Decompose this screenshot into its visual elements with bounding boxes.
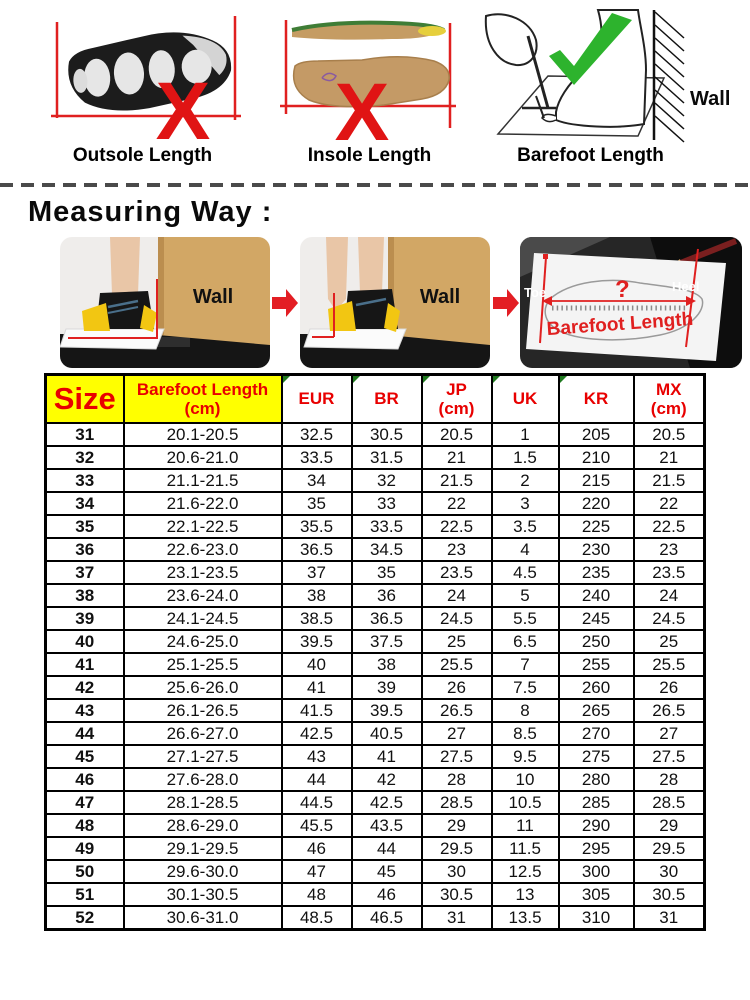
table-cell: 33.5 [352,515,422,538]
size-row-37 [46,561,705,584]
table-cell: 24.6-25.0 [124,630,282,653]
table-cell: 295 [559,837,634,860]
table-cell: 31 [634,906,705,930]
table-cell: 35 [352,561,422,584]
table-cell: 35 [282,492,352,515]
column-header-jp: JP (cm) [422,375,492,423]
table-cell: 48 [46,814,124,837]
table-cell: 36 [46,538,124,561]
table-cell: 265 [559,699,634,722]
table-cell: 23.5 [422,561,492,584]
insole-illustration [272,8,467,143]
table-cell: 30.1-30.5 [124,883,282,906]
table-cell: 29.5 [634,837,705,860]
green-corner-marker-icon [560,376,567,383]
table-cell: 28.5 [634,791,705,814]
table-cell: 39.5 [282,630,352,653]
table-cell: 23 [634,538,705,561]
size-row-35 [46,515,705,538]
table-cell: 43 [46,699,124,722]
table-cell: 235 [559,561,634,584]
table-cell: 7.5 [492,676,559,699]
table-cell: 33 [352,492,422,515]
table-cell: 7 [492,653,559,676]
table-cell: 28.5 [422,791,492,814]
table-cell: 305 [559,883,634,906]
table-cell: 21 [422,446,492,469]
table-cell: 22.5 [634,515,705,538]
table-cell: 230 [559,538,634,561]
table-cell: 36.5 [282,538,352,561]
size-row-51 [46,883,705,906]
table-cell: 46.5 [352,906,422,930]
table-cell: 22.5 [422,515,492,538]
table-cell: 8.5 [492,722,559,745]
size-row-46 [46,768,705,791]
length-type-illustrations [0,8,750,180]
table-cell: 1.5 [492,446,559,469]
table-cell: 3.5 [492,515,559,538]
table-cell: 22.6-23.0 [124,538,282,561]
column-header-size: Size [46,375,124,423]
paper-sheet [304,329,406,349]
table-cell: 29.5 [422,837,492,860]
table-cell: 27.5 [634,745,705,768]
size-row-33 [46,469,705,492]
table-cell: 27 [634,722,705,745]
table-cell: 25 [422,630,492,653]
table-cell: 44.5 [282,791,352,814]
table-cell: 6.5 [492,630,559,653]
table-cell: 11.5 [492,837,559,860]
table-cell: 32 [46,446,124,469]
table-cell: 290 [559,814,634,837]
table-cell: 20.6-21.0 [124,446,282,469]
table-cell: 35 [46,515,124,538]
table-cell: 38 [352,653,422,676]
table-cell: 48.5 [282,906,352,930]
table-cell: 29 [634,814,705,837]
table-cell: 26.5 [634,699,705,722]
table-cell: 2 [492,469,559,492]
table-cell: 31.5 [352,446,422,469]
table-cell: 47 [46,791,124,814]
table-cell: 23.5 [634,561,705,584]
table-cell: 255 [559,653,634,676]
table-cell: 41 [282,676,352,699]
size-row-36 [46,538,705,561]
table-cell: 45.5 [282,814,352,837]
table-cell: 240 [559,584,634,607]
table-cell: 34 [282,469,352,492]
table-cell: 44 [352,837,422,860]
table-cell: 46 [46,768,124,791]
table-cell: 8 [492,699,559,722]
table-cell: 285 [559,791,634,814]
table-cell: 25 [634,630,705,653]
size-row-50 [46,860,705,883]
table-cell: 4.5 [492,561,559,584]
insole-length-figure [272,8,467,167]
table-cell: 30 [634,860,705,883]
size-table-header-row [46,375,705,423]
size-row-41 [46,653,705,676]
table-cell: 310 [559,906,634,930]
table-cell: 25.5 [634,653,705,676]
table-cell: 32 [352,469,422,492]
table-cell: 42.5 [282,722,352,745]
table-cell: 29.1-29.5 [124,837,282,860]
table-cell: 13.5 [492,906,559,930]
table-cell: 46 [352,883,422,906]
size-row-34 [46,492,705,515]
table-cell: 21.1-21.5 [124,469,282,492]
green-corner-marker-icon [353,376,360,383]
table-cell: 45 [352,860,422,883]
table-cell: 40 [282,653,352,676]
table-cell: 26.1-26.5 [124,699,282,722]
size-row-40 [46,630,705,653]
table-cell: 300 [559,860,634,883]
measuring-photo-foot-against-wall [60,237,270,368]
table-cell: 24 [422,584,492,607]
size-table-body [46,423,705,930]
table-cell: 21.6-22.0 [124,492,282,515]
table-cell: 48 [282,883,352,906]
table-cell: 51 [46,883,124,906]
green-corner-marker-icon [283,376,290,383]
outsole-length-label: Outsole Length [72,145,213,166]
leg [110,237,140,295]
toe-label: Toe [524,285,547,300]
barefoot-illustration [478,8,746,143]
table-cell: 38 [46,584,124,607]
table-cell: 37.5 [352,630,422,653]
size-row-44 [46,722,705,745]
table-cell: 26.5 [422,699,492,722]
table-cell: 24.5 [634,607,705,630]
measuring-photos [60,237,744,368]
wall-label: Wall [690,88,731,110]
table-cell: 32.5 [282,423,352,446]
table-cell: 36 [352,584,422,607]
red-x-mark: X [334,67,390,143]
table-cell: 40 [46,630,124,653]
measuring-photo-traced-outline [520,237,742,368]
photo-3-graphic [520,237,742,368]
column-header-uk: UK [492,375,559,423]
table-cell: 26 [422,676,492,699]
size-row-43 [46,699,705,722]
table-cell: 35.5 [282,515,352,538]
size-row-47 [46,791,705,814]
table-cell: 10 [492,768,559,791]
table-cell: 10.5 [492,791,559,814]
table-cell: 34.5 [352,538,422,561]
wall-label: Wall [419,286,461,308]
table-cell: 22.1-22.5 [124,515,282,538]
table-cell: 41 [46,653,124,676]
table-cell: 22 [422,492,492,515]
table-cell: 44 [282,768,352,791]
wall-label: Wall [192,286,234,308]
green-corner-marker-icon [423,376,430,383]
table-cell: 44 [46,722,124,745]
table-cell: 46 [282,837,352,860]
size-row-42 [46,676,705,699]
table-cell: 215 [559,469,634,492]
table-cell: 39 [46,607,124,630]
table-cell: 23 [422,538,492,561]
table-cell: 275 [559,745,634,768]
table-cell: 39.5 [352,699,422,722]
table-cell: 22 [634,492,705,515]
table-cell: 29.6-30.0 [124,860,282,883]
table-cell: 33 [46,469,124,492]
table-cell: 250 [559,630,634,653]
table-cell: 30.6-31.0 [124,906,282,930]
table-cell: 31 [46,423,124,446]
size-conversion-table [44,373,706,931]
column-header-br: BR [352,375,422,423]
insole-side-view [292,23,446,40]
size-row-32 [46,446,705,469]
table-cell: 37 [282,561,352,584]
measuring-photo-marking-toe [300,237,490,368]
table-cell: 39 [352,676,422,699]
size-row-45 [46,745,705,768]
table-cell: 9.5 [492,745,559,768]
table-cell: 47 [282,860,352,883]
table-cell: 210 [559,446,634,469]
dashed-divider [0,183,750,187]
leg [358,237,384,293]
red-x-mark: X [155,66,211,143]
arm-hand [326,237,348,311]
table-cell: 42 [352,768,422,791]
green-corner-marker-icon [493,376,500,383]
table-cell: 45 [46,745,124,768]
barefoot-length-label: Barefoot Length [517,145,664,166]
table-cell: 27.5 [422,745,492,768]
table-cell: 37 [46,561,124,584]
table-cell: 20.5 [422,423,492,446]
table-cell: 25.1-25.5 [124,653,282,676]
table-cell: 42 [46,676,124,699]
table-cell: 43.5 [352,814,422,837]
table-cell: 245 [559,607,634,630]
table-cell: 225 [559,515,634,538]
table-cell: 40.5 [352,722,422,745]
column-header-mx: MX (cm) [634,375,705,423]
table-cell: 24 [634,584,705,607]
table-cell: 205 [559,423,634,446]
table-cell: 24.1-24.5 [124,607,282,630]
right-arrow-icon [493,287,519,319]
size-row-48 [46,814,705,837]
photo-2-graphic [300,237,490,368]
table-cell: 29 [422,814,492,837]
table-cell: 28.6-29.0 [124,814,282,837]
table-cell: 42.5 [352,791,422,814]
table-cell: 28 [422,768,492,791]
table-cell: 31 [422,906,492,930]
table-cell: 52 [46,906,124,930]
table-cell: 260 [559,676,634,699]
table-cell: 11 [492,814,559,837]
foot-outline [542,10,646,127]
table-cell: 27.1-27.5 [124,745,282,768]
table-cell: 21 [634,446,705,469]
table-cell: 13 [492,883,559,906]
table-cell: 5 [492,584,559,607]
table-cell: 33.5 [282,446,352,469]
table-cell: 270 [559,722,634,745]
size-row-39 [46,607,705,630]
table-cell: 1 [492,423,559,446]
table-cell: 3 [492,492,559,515]
table-cell: 27.6-28.0 [124,768,282,791]
table-cell: 27 [422,722,492,745]
table-cell: 25.5 [422,653,492,676]
question-mark: ? [615,276,630,303]
table-cell: 4 [492,538,559,561]
table-cell: 49 [46,837,124,860]
column-header-eur: EUR [282,375,352,423]
heel-label: Heel [672,279,700,294]
table-cell: 20.5 [634,423,705,446]
barefoot-length-figure [478,8,746,167]
table-cell: 280 [559,768,634,791]
table-cell: 38.5 [282,607,352,630]
measuring-way-title: Measuring Way : [28,196,273,228]
column-header-kr: KR [559,375,634,423]
table-cell: 38 [282,584,352,607]
table-cell: 21.5 [634,469,705,492]
table-cell: 30.5 [422,883,492,906]
hand-with-pen [486,14,556,118]
size-row-52 [46,906,705,930]
table-cell: 26 [634,676,705,699]
table-cell: 50 [46,860,124,883]
size-row-49 [46,837,705,860]
table-cell: 21.5 [422,469,492,492]
table-cell: 23.1-23.5 [124,561,282,584]
table-cell: 220 [559,492,634,515]
table-cell: 28 [634,768,705,791]
table-cell: 36.5 [352,607,422,630]
table-cell: 24.5 [422,607,492,630]
table-cell: 30 [422,860,492,883]
table-cell: 41.5 [282,699,352,722]
table-cell: 34 [46,492,124,515]
wall-hatching [654,10,684,142]
right-arrow-icon [272,287,298,319]
table-cell: 43 [282,745,352,768]
insole-length-label: Insole Length [307,145,432,166]
table-cell: 30.5 [352,423,422,446]
table-cell: 12.5 [492,860,559,883]
table-cell: 23.6-24.0 [124,584,282,607]
outsole-illustration [35,8,250,143]
table-cell: 30.5 [634,883,705,906]
table-cell: 26.6-27.0 [124,722,282,745]
outsole-length-figure [35,8,250,167]
table-cell: 41 [352,745,422,768]
photo-1-graphic [60,237,270,368]
size-row-31 [46,423,705,446]
size-row-38 [46,584,705,607]
table-cell: 28.1-28.5 [124,791,282,814]
table-cell: 20.1-20.5 [124,423,282,446]
barefoot-length-text: Barefoot Length [546,308,694,341]
table-cell: 5.5 [492,607,559,630]
table-cell: 25.6-26.0 [124,676,282,699]
column-header-barefoot-length: Barefoot Length (cm) [124,375,282,423]
